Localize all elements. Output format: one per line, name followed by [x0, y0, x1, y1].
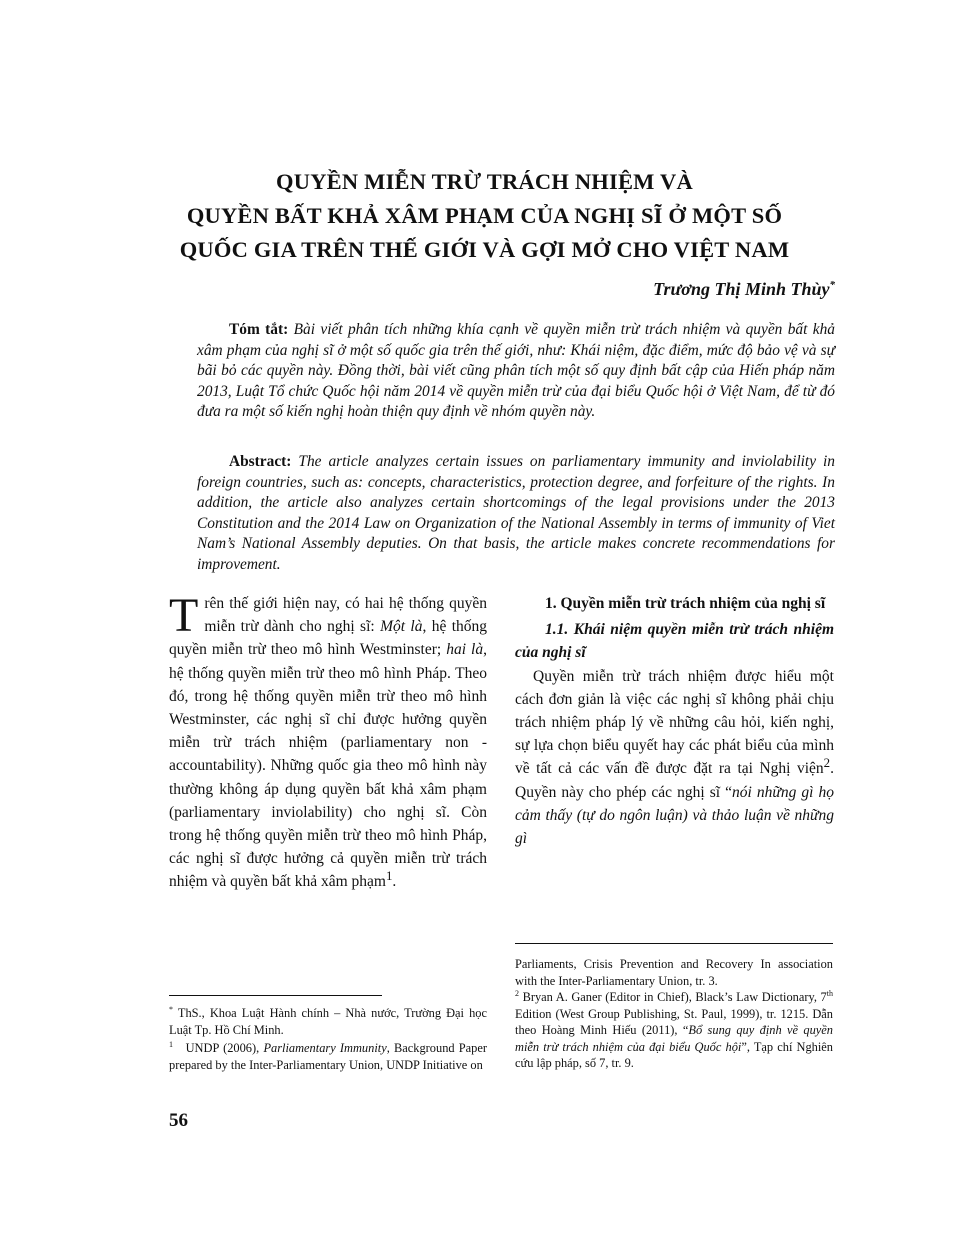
footnote-author-mark: * [169, 1004, 173, 1014]
footnote-2-title: Bổ sung quy định về quyền miễn trừ trách nhiệm của đại biểu Quốc hội [515, 1023, 833, 1054]
footnote-ref-1[interactable]: 1 [385, 868, 393, 884]
summary-en-text: The article analyzes certain issues on parliamentary immunity and inviolability in foreign countries, such as: concepts, characteristics, protection degree, and forfeiture of the rights. In addition, the article also analyzes certain shortcomings of the legal provisions under the 2013 Constitution and the 2014 Law on Organization of the National Assembly in terms of immunity of Viet Nam’s National Assembly deputies. On that basis, the article makes concrete recommendations for improvement. [197, 453, 835, 573]
intro-text-1: rên thế giới hiện nay, có hai hệ thống quyền miễn trừ dành cho nghị sĩ: [204, 595, 487, 636]
summary-en-label: Abstract: [229, 453, 292, 470]
author-name: Trương Thị Minh Thùy [653, 279, 830, 299]
footnote-1 [169, 1040, 487, 1073]
title-line-2: QUYỀN BẤT KHẢ XÂM PHẠM CỦA NGHỊ SĨ Ở MỘT SỐ [186, 203, 783, 228]
intro-text-2: Một là [380, 618, 423, 636]
intro-text-5: , hệ thống quyền miễn trừ theo mô hình Pháp. Theo đó, trong hệ thống quyền miễn trừ theo mô hình Westminster, các nghị sĩ chỉ được hưởng quyền miễn trừ trách nhiệm (parliamentary non - accountability). Những quốc gia theo mô hình này thường không áp dụng quyền bất khả xâm phạm (parliamentary inviolability) cho nghị sĩ. Còn trong hệ thống quyền miễn trừ theo mô hình Pháp, các nghị sĩ được hưởng cả quyền miễn trừ trách nhiệm và quyền bất khả xâm phạm [169, 641, 487, 891]
article-title [120, 165, 849, 267]
footnote-2-superscript: th [826, 988, 833, 998]
intro-text-4: hai là [446, 641, 484, 659]
footnote-rule-left [169, 995, 382, 996]
footnote-2 [515, 989, 833, 1072]
title-line-3: QUỐC GIA TRÊN THẾ GIỚI VÀ GỢI MỞ CHO VIỆT NAM [179, 237, 790, 262]
definition-paragraph [515, 665, 834, 851]
section-heading-1-1: 1.1. Khái niệm quyền miễn trừ trách nhiệm của nghị sĩ [515, 621, 834, 662]
summary-vietnamese [197, 320, 835, 423]
definition-quote: nói những gì họ cảm thấy (tự do ngôn luận) và thảo luận về những gì [515, 783, 834, 848]
summary-english [197, 452, 835, 575]
intro-text-end: . [392, 873, 397, 891]
title-line-1: QUYỀN MIỄN TRỪ TRÁCH NHIỆM VÀ [276, 169, 693, 194]
page-number: 56 [169, 1110, 188, 1131]
summary-vi-label: Tóm tắt: [229, 321, 289, 338]
footnote-rule-right [515, 943, 833, 944]
author [653, 279, 835, 300]
intro-text-3: , hệ thống quyền miễn trừ theo mô hình Westminster; [169, 618, 488, 659]
footnote-2-text-b: Edition (West Group Publishing, St. Paul, 1999), tr. 1215. Dẫn theo Hoàng Minh Hiếu (2011), “ [515, 1006, 833, 1037]
footnote-1-title: Parliamentary Immunity [263, 1041, 387, 1055]
footnote-2-text-c: ”, Tạp chí Nghiên cứu lập pháp, số 7, tr. 9. [515, 1039, 833, 1070]
intro-paragraph [169, 589, 488, 894]
footnote-1-mark: 1 [169, 1039, 173, 1049]
footnote-1-continued: Parliaments, Crisis Prevention and Recovery In association with the Inter-Parliamentary Union, tr. 3. [515, 957, 833, 988]
definition-text-1: Quyền miễn trừ trách nhiệm được hiểu một cách đơn giản là việc các nghị sĩ không phải chịu trách nhiệm pháp lý về những câu hỏi, kiến nghị, sự lựa chọn biểu quyết hay các phát biểu của mình về tất cả các vấn đề được đặt ra tại Nghị viện [515, 667, 834, 778]
footnote-2-text-a: Bryan A. Ganer (Editor in Chief), Black’s Law Dictionary, 7 [522, 990, 827, 1004]
drop-cap: T [169, 589, 199, 642]
right-column [515, 592, 834, 850]
footnote-2-mark: 2 [515, 988, 519, 998]
footnote-1-text-a: UNDP (2006), [185, 1041, 264, 1055]
left-column [169, 589, 488, 894]
section-heading-1: 1. Quyền miễn trừ trách nhiệm của nghị sĩ [545, 595, 826, 612]
footnote-1-text-b: , Background Paper prepared by the Inter-Parliamentary Union, UNDP Initiative on [169, 1041, 487, 1072]
footnote-author-text: ThS., Khoa Luật Hành chính – Nhà nước, Trường Đại học Luật Tp. Hồ Chí Minh. [169, 1006, 487, 1037]
footnote-author [169, 1005, 487, 1038]
author-footnote-mark: * [829, 279, 835, 291]
summary-vi-text: Bài viết phân tích những khía cạnh về quyền miễn trừ trách nhiệm và quyền bất khả xâm phạm của nghị sĩ ở một số quốc gia trên thế giới, như: Khái niệm, đặc điểm, mức độ bảo vệ và sự bãi bỏ các quyền này. Đồng thời, bài viết cũng phân tích một số quy định bất cập của Hiến pháp năm 2013, Luật Tổ chức Quốc hội năm 2014 về quyền miễn trừ của đại biểu Quốc hội ở Việt Nam, để từ đó đưa ra một số kiến nghị hoàn thiện quy định về nhóm quyền này. [197, 321, 835, 420]
footnote-ref-2[interactable]: 2 [823, 755, 831, 771]
definition-text-2: . Quyền này cho phép các nghị sĩ “ [515, 760, 834, 801]
